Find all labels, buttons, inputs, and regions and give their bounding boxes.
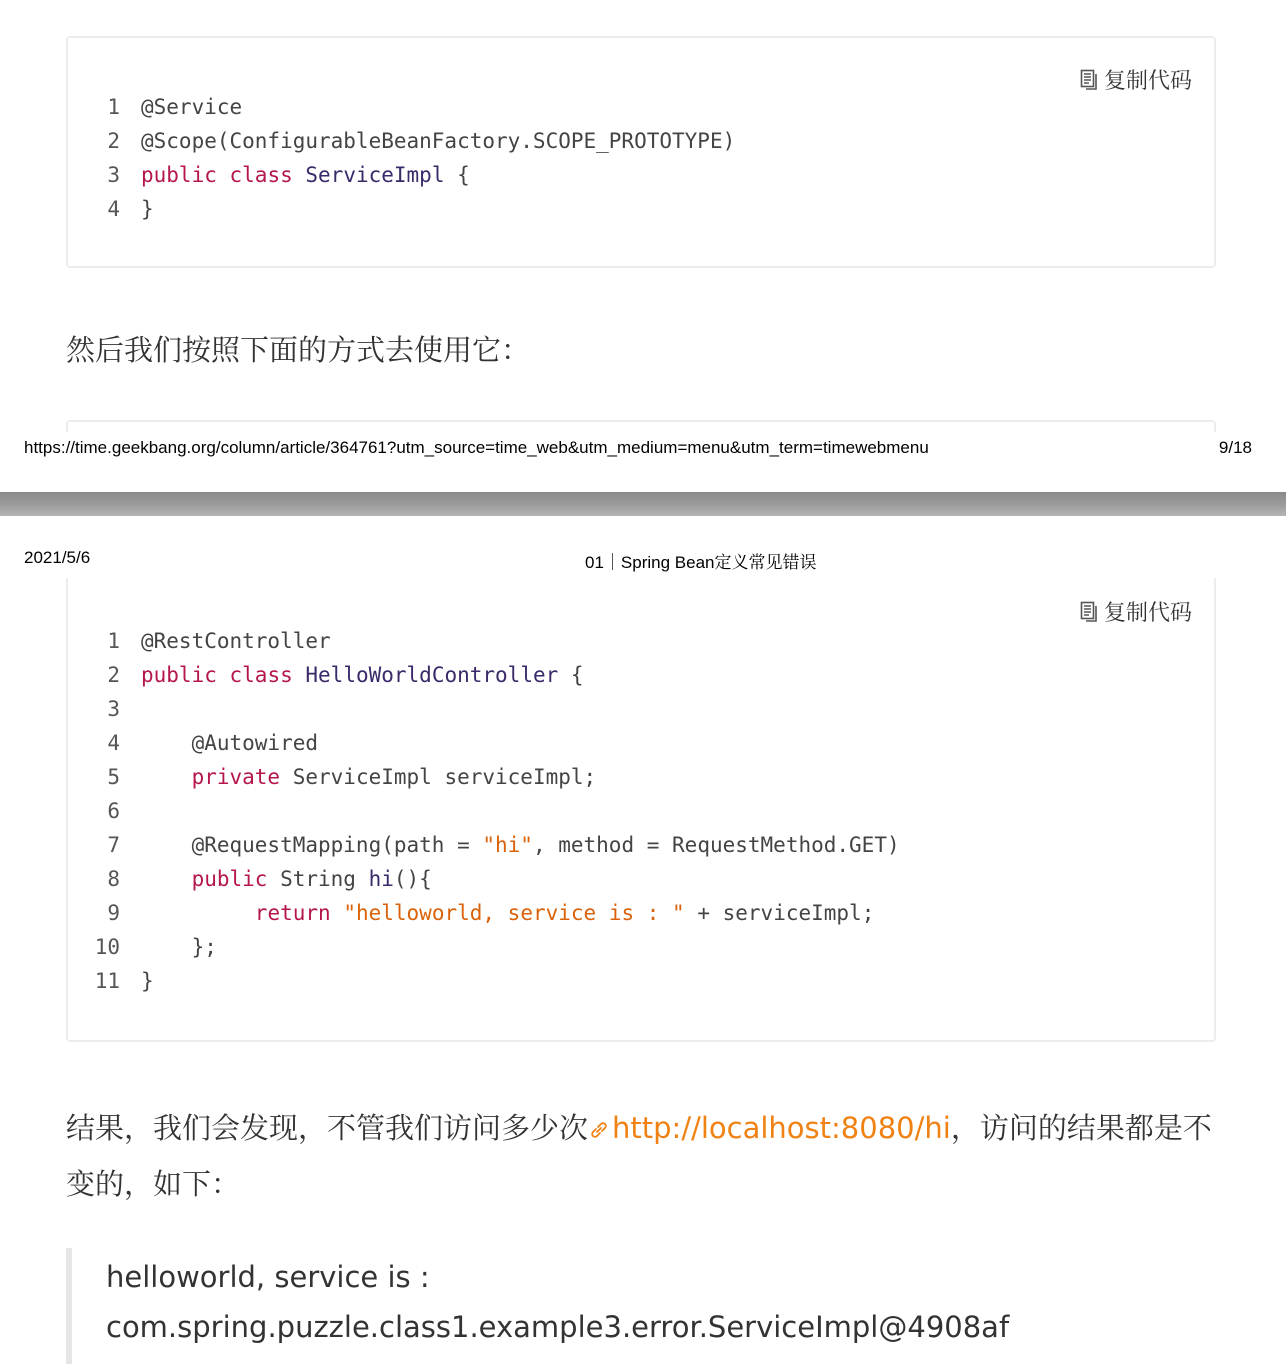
- line-number: 11: [94, 969, 120, 993]
- code-line: [68, 726, 318, 760]
- code-token: class: [229, 663, 293, 687]
- code-token: [141, 867, 192, 891]
- code-token: "hi": [482, 833, 533, 857]
- paragraph-2: [66, 1100, 1226, 1212]
- paragraph-2-before: 结果，我们会发现，不管我们访问多少次: [66, 1111, 589, 1145]
- header-title: 01｜Spring Bean定义常见错误: [585, 553, 817, 572]
- code-line: [68, 658, 584, 692]
- code-token: return: [254, 901, 331, 925]
- footer-url: https://time.geekbang.org/column/article/364761?utm_source=time_web&utm_medium=menu&utm_term=timewebmenu: [24, 438, 929, 457]
- code-token: [331, 901, 344, 925]
- code-line: [68, 930, 217, 964]
- code-line: [68, 158, 470, 192]
- code-token: , method = RequestMethod.GET): [532, 833, 900, 857]
- link-icon: [588, 1119, 610, 1141]
- quote-line-2: com.spring.puzzle.class1.example3.error.ServiceImpl@4908af: [106, 1310, 1010, 1344]
- line-number: 8: [107, 867, 120, 891]
- line-number: 1: [107, 629, 120, 653]
- code-line: [68, 862, 432, 896]
- quote-line-1: helloworld, service is :: [106, 1260, 430, 1294]
- line-number: 10: [94, 935, 120, 959]
- code-line: [68, 896, 874, 930]
- code-token: class: [229, 163, 293, 187]
- code-token: hi: [368, 867, 394, 891]
- code-token: "helloworld, service is : ": [343, 901, 685, 925]
- code-line: [68, 794, 141, 828]
- code-line: [68, 964, 154, 998]
- code-token: }: [141, 197, 154, 221]
- code-token: @Scope(ConfigurableBeanFactory.SCOPE_PROTOTYPE): [141, 129, 736, 153]
- code-token: @Service: [141, 95, 243, 119]
- paragraph-2-line2: 变的，如下：: [66, 1167, 241, 1201]
- line-number: 6: [107, 799, 120, 823]
- code-line: [68, 828, 900, 862]
- code-block-1: [66, 36, 1216, 268]
- copy-code-label: 复制代码: [1103, 69, 1192, 94]
- code-token: [217, 663, 230, 687]
- line-number: 3: [107, 163, 120, 187]
- line-number: 1: [107, 95, 120, 119]
- line-number: 5: [107, 765, 120, 789]
- code-token: @Autowired: [141, 731, 319, 755]
- line-number: 2: [107, 129, 120, 153]
- code-token: (){: [393, 867, 432, 891]
- code-token: {: [558, 663, 584, 687]
- result-blockquote: [66, 1248, 1216, 1364]
- code-token: public: [141, 663, 217, 687]
- paragraph-text: [66, 328, 530, 369]
- code-token: @RestController: [141, 629, 331, 653]
- code-token: ServiceImpl serviceImpl;: [280, 765, 597, 789]
- code-token: ServiceImpl: [305, 163, 445, 187]
- code-token: String: [267, 867, 369, 891]
- code-token: [217, 163, 230, 187]
- code-token: @RequestMapping(path =: [141, 833, 483, 857]
- code-block-edge: [66, 420, 1216, 432]
- code-line: [68, 90, 242, 124]
- code-token: [141, 901, 255, 925]
- line-number: 3: [107, 697, 120, 721]
- line-number: 7: [107, 833, 120, 857]
- copy-icon: [1080, 69, 1100, 91]
- code-token: HelloWorldController: [305, 663, 559, 687]
- header-date: 2021/5/6: [24, 548, 91, 567]
- line-number: 9: [107, 901, 120, 925]
- line-number: 4: [107, 731, 120, 755]
- copy-icon: [1080, 601, 1100, 623]
- code-token: };: [141, 935, 217, 959]
- code-token: private: [191, 765, 281, 789]
- code-line: [68, 192, 154, 226]
- copy-code-button[interactable]: [1080, 64, 1192, 95]
- code-block-2: [66, 578, 1216, 1042]
- footer-page-number: 9/18: [1218, 438, 1252, 457]
- line-number: 4: [107, 197, 120, 221]
- paragraph-2-after: ，访问的结果都是不: [950, 1111, 1212, 1145]
- code-token: [141, 765, 192, 789]
- line-number: 2: [107, 663, 120, 687]
- localhost-link[interactable]: http://localhost:8080/hi: [612, 1111, 951, 1145]
- code-token: [293, 163, 306, 187]
- code-token: + serviceImpl;: [684, 901, 875, 925]
- code-line: [68, 760, 596, 794]
- code-line: [68, 692, 141, 726]
- code-token: [293, 663, 306, 687]
- code-line: [68, 624, 331, 658]
- copy-code-label: 复制代码: [1103, 601, 1192, 626]
- code-token: public: [141, 163, 217, 187]
- page-separator: [0, 492, 1286, 516]
- code-line: [68, 124, 735, 158]
- code-token: }: [141, 969, 154, 993]
- paragraph-1-text: 然后我们按照下面的方式去使用它：: [66, 333, 531, 367]
- copy-code-button[interactable]: [1080, 596, 1192, 627]
- code-token: {: [444, 163, 470, 187]
- code-token: public: [191, 867, 268, 891]
